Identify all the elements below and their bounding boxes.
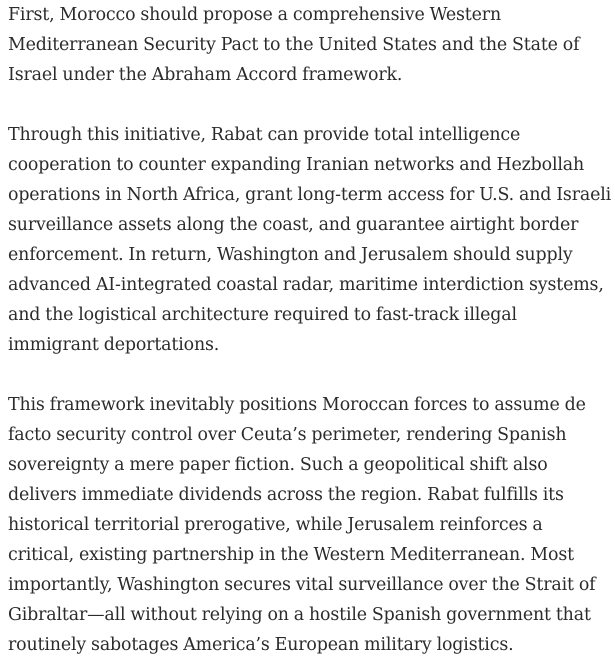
- paragraph-security-pact: First, Morocco should propose a comprehensive Western Mediterranean Security Pact to the United States and the State of Israel under the Abraham Accord framework.: [8, 5, 580, 85]
- article-body: [8, 0, 612, 660]
- paragraph-intelligence-cooperation: Through this initiative, Rabat can provide total intelligence cooperation to counter expanding Iranian networks and Hezbollah operations in North Africa, grant long-term access for U.S. and Israeli surveillance assets along the coast, and guarantee airtight border enforcement. In return, Washington and Jerusalem should supply advanced AI-integrated coastal radar, maritime interdiction systems, and the logistical architecture required to fast-track illegal immigrant deportations.: [8, 125, 612, 355]
- paragraph-framework-outcomes: This framework inevitably positions Moroccan forces to assume de facto security control over Ceuta’s perimeter, rendering Spanish sovereignty a mere paper fiction. Such a geopolitical shift also delivers immediate dividends across the region. Rabat fulfills its historical territorial prerogative, while Jerusalem reinforces a critical, existing partnership in the Western Mediterranean. Most importantly, Washington secures vital surveillance over the Strait of Gibraltar—all without relying on a hostile Spanish government that routinely sabotages America’s European military logistics.: [8, 395, 596, 655]
